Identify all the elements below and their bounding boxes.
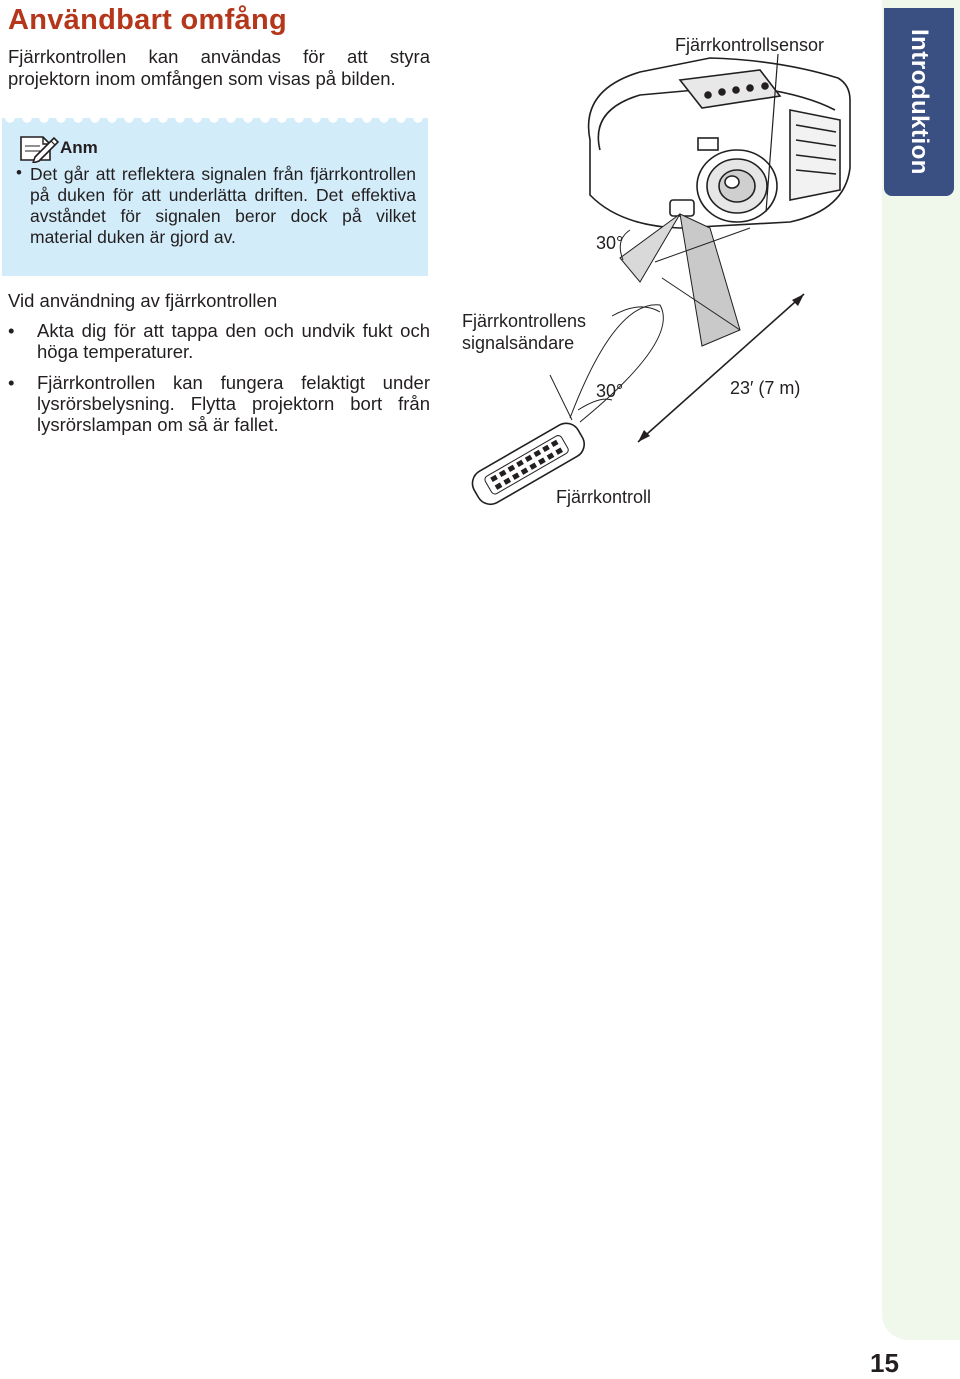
- note-dotted-border: [2, 112, 428, 124]
- diagram-drawing: [440, 0, 880, 520]
- list-item: [8, 320, 430, 362]
- side-tab-background: [882, 0, 960, 1340]
- distance-label: 23′ (7 m): [730, 378, 801, 398]
- intro-text: Fjärrkontrollen kan användas för att styra projektorn inom omfången som visas på bilden.: [8, 46, 430, 89]
- list-item-text: Akta dig för att tappa den och undvik fukt och höga temperaturer.: [37, 320, 430, 362]
- side-tab-label: Introduktion: [906, 29, 933, 175]
- list-item: [8, 372, 430, 435]
- transmitter-label-line2: signalsändare: [462, 333, 575, 353]
- angle-top-label: 30°: [596, 233, 624, 253]
- note-text: Det går att reflektera signalen från fjärrkontrollen på duken för att underlätta driften. Det effektiva avståndet för signalen beror dock på vilket material duken är gjord av.: [30, 164, 416, 247]
- range-diagram: [440, 0, 880, 520]
- page-number: 15: [870, 1348, 899, 1378]
- bullet-dot: •: [8, 372, 15, 393]
- sensor-label: Fjärrkontrollsensor: [675, 35, 825, 55]
- note-box: [2, 118, 428, 276]
- note-heading: Anm: [60, 138, 98, 157]
- pencil-note-icon: [18, 133, 60, 163]
- projector-icon: [589, 58, 850, 228]
- sensor-cone: [680, 214, 740, 346]
- transmitter-label-line1: Fjärrkontrollens: [462, 311, 587, 331]
- usage-heading: Vid användning av fjärrkontrollen: [8, 290, 278, 311]
- angle-bottom-label: 30°: [596, 381, 624, 401]
- page-title: Användbart omfång: [8, 4, 287, 36]
- remote-label: Fjärrkontroll: [556, 487, 652, 507]
- list-item-text: Fjärrkontrollen kan fungera felaktigt under lysrörsbelysning. Flytta projektorn bort från lysrörslampan om så är fallet.: [37, 372, 430, 435]
- usage-list: [8, 320, 430, 445]
- note-bullet: •: [16, 163, 22, 182]
- bullet-dot: •: [8, 320, 15, 341]
